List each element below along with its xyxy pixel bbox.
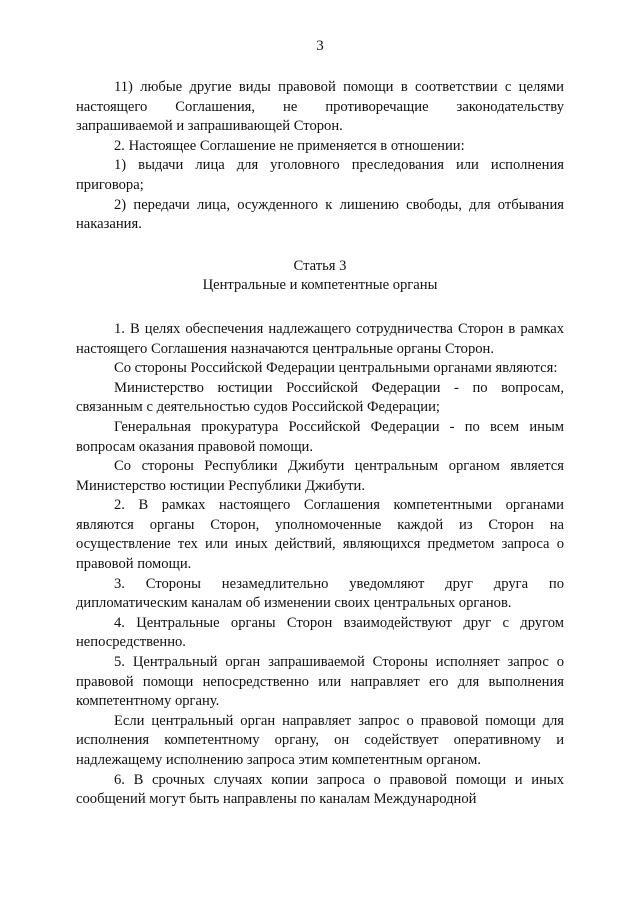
paragraph-item-11: 11) любые другие виды правовой помощи в соответствии с целями настоящего Соглашения, не противоречащие законодательству запрашиваемой и запрашивающей Сторон.	[76, 79, 564, 135]
paragraph-exclusion-2: 2) передачи лица, осужденного к лишению свободы, для отбывания наказания.	[76, 196, 564, 233]
paragraph-article-4: 4. Центральные органы Сторон взаимодействуют друг с другом непосредственно.	[76, 614, 564, 651]
article-number: Статья 3	[293, 257, 347, 274]
article-title: Центральные и компетентные органы	[202, 277, 438, 294]
paragraph-article-6: 6. В срочных случаях копии запроса о правовой помощи и иных сообщений могут быть направлены по каналам Международной	[76, 771, 564, 808]
article-heading	[76, 257, 564, 296]
document-page	[76, 36, 564, 810]
paragraph-prosecutor-office: Генеральная прокуратура Российской Федерации - по всем иным вопросам оказания правовой помощи.	[76, 418, 564, 455]
paragraph-article-1: 1. В целях обеспечения надлежащего сотрудничества Сторон в рамках настоящего Соглашения назначаются центральные органы Сторон.	[76, 320, 564, 357]
article-body	[76, 320, 564, 810]
paragraph-ministry-justice: Министерство юстиции Российской Федерации - по вопросам, связанным с деятельностью судов Российской Федерации;	[76, 379, 564, 416]
paragraph-exclusion-1: 1) выдачи лица для уголовного преследования или исполнения приговора;	[76, 157, 564, 193]
paragraph-djibouti-organ: Со стороны Республики Джибути центральным органом является Министерство юстиции Республики Джибути.	[76, 458, 564, 494]
paragraph-article-5-cont: Если центральный орган направляет запрос о правовой помощи для исполнения компетентному органу, он содействует оперативному и надлежащему исполнению запроса этим компетентным органом.	[76, 712, 564, 768]
paragraph-russia-organs: Со стороны Российской Федерации центральными органами являются:	[114, 360, 558, 377]
paragraph-article-5: 5. Центральный орган запрашиваемой Стороны исполняет запрос о правовой помощи непосредственно или направляет его для выполнения компетентному органу.	[76, 654, 564, 710]
paragraph-article-2: 2. В рамках настоящего Соглашения компетентными органами являются органы Сторон, уполномоченные каждой из Сторон на осуществление тех или иных действий, являющихся предметом запроса о правовой помощи.	[76, 497, 564, 573]
section-top	[76, 78, 564, 235]
page-number: 3	[316, 38, 324, 54]
paragraph-article-3: 3. Стороны незамедлительно уведомляют друг друга по дипломатическим каналам об изменении своих центральных органов.	[76, 575, 564, 612]
paragraph-exclusions: 2. Настоящее Соглашение не применяется в отношении:	[114, 137, 465, 154]
